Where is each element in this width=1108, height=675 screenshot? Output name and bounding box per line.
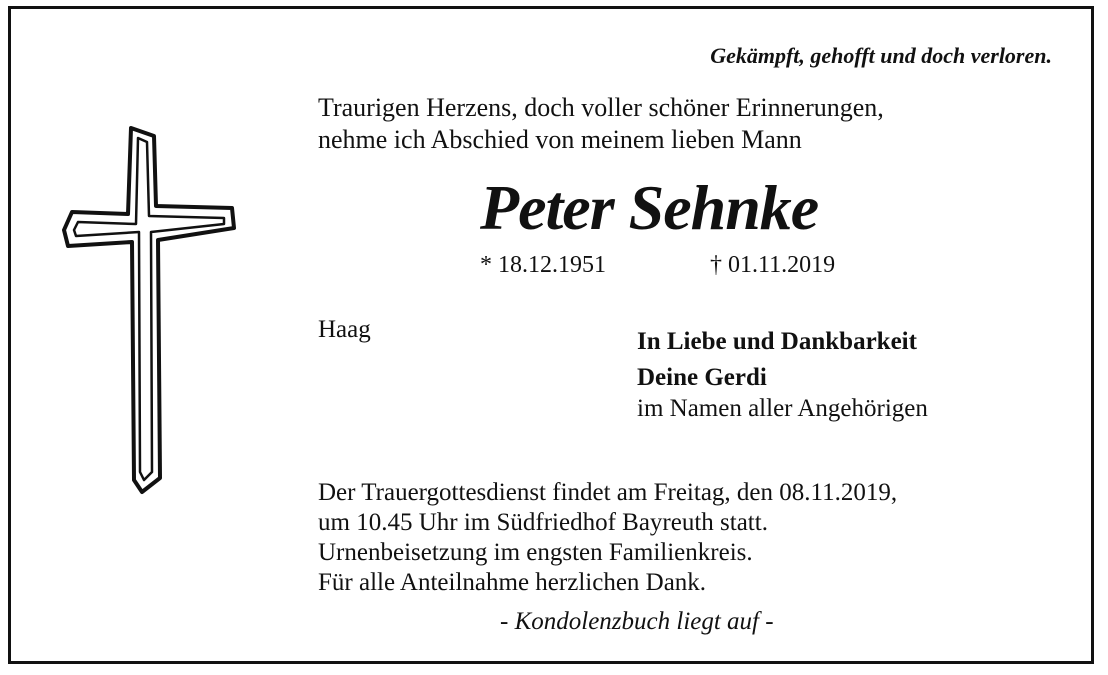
deceased-name: Peter Sehnke xyxy=(480,172,819,243)
condolence-note: - Kondolenzbuch liegt auf - xyxy=(500,608,774,635)
intro-line: Traurigen Herzens, doch voller schöner Erinnerungen, xyxy=(318,93,884,122)
cross-icon xyxy=(56,120,246,500)
birth-date: * 18.12.1951 xyxy=(480,252,606,278)
service-line: Der Trauergottesdienst findet am Freitag, den 08.11.2019, xyxy=(318,479,898,506)
signature-line: In Liebe und Dankbarkeit xyxy=(637,328,917,355)
signature-family: im Namen aller Angehörigen xyxy=(637,395,928,422)
signature-name: Deine Gerdi xyxy=(637,364,767,391)
service-info xyxy=(318,478,897,598)
intro-text xyxy=(318,92,884,156)
intro-line: nehme ich Abschied von meinem lieben Mann xyxy=(318,125,802,154)
death-date: † 01.11.2019 xyxy=(710,252,836,278)
motto: Gekämpft, gehofft und doch verloren. xyxy=(710,43,1052,68)
service-line: um 10.45 Uhr im Südfriedhof Bayreuth statt. xyxy=(318,509,768,536)
place: Haag xyxy=(318,316,371,343)
service-line: Für alle Anteilnahme herzlichen Dank. xyxy=(318,569,707,596)
service-line: Urnenbeisetzung im engsten Familienkreis. xyxy=(318,539,753,566)
signature-block xyxy=(637,324,928,424)
